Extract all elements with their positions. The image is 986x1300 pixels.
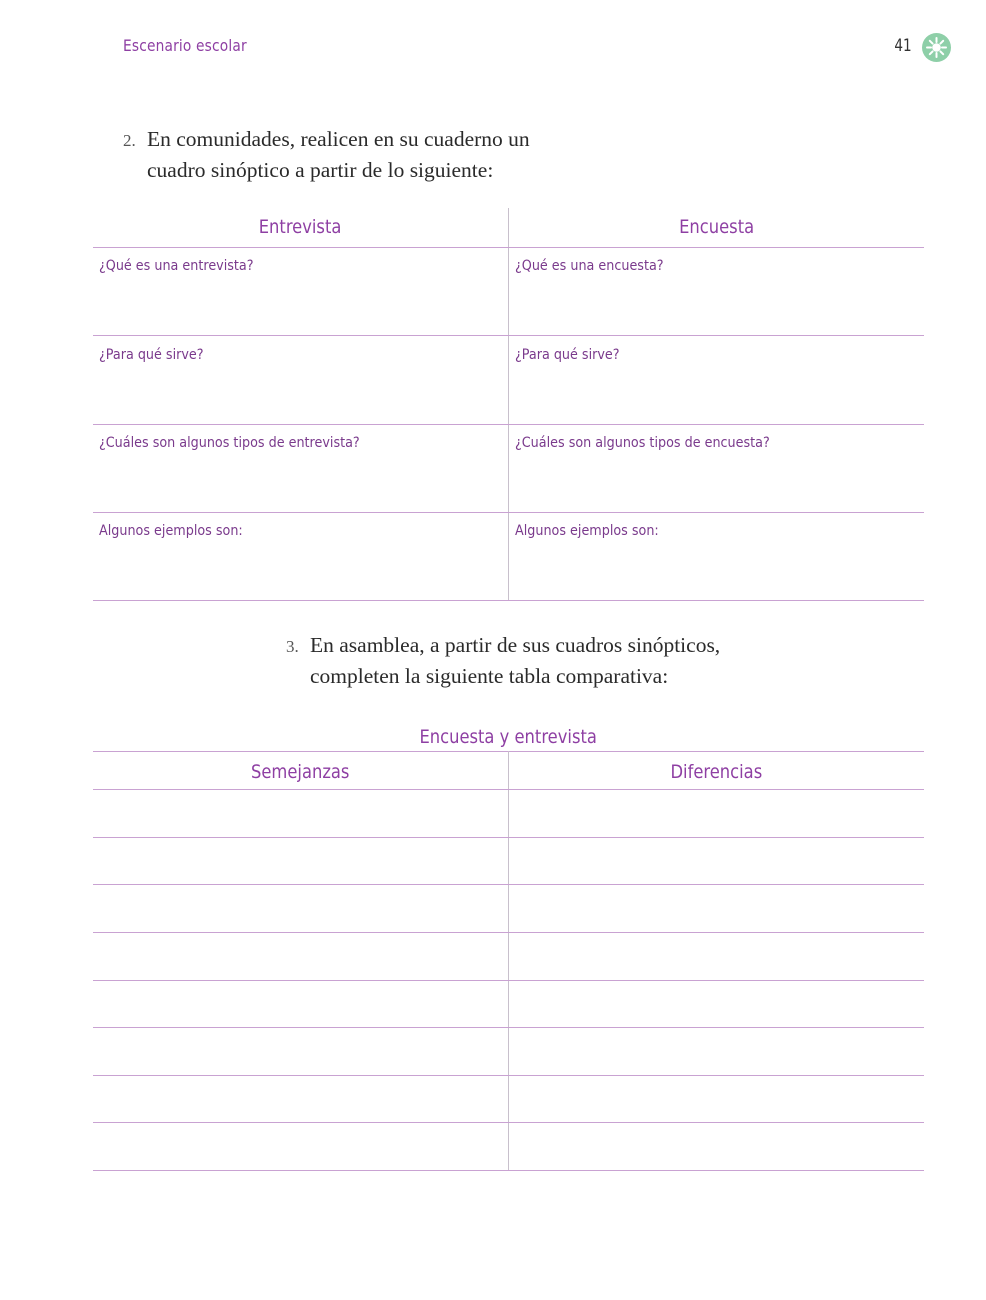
column-header-diferencias: Diferencias [670, 761, 763, 783]
prompt-cell: ¿Cuáles son algunos tipos de encuesta? [515, 435, 770, 451]
instruction-line: completen la siguiente tabla comparativa: [310, 664, 669, 688]
instruction-number: 2. [123, 131, 136, 150]
instruction-3 [286, 630, 721, 692]
writing-row-line [93, 1170, 924, 1171]
comparison-table-title: Encuesta y entrevista [419, 726, 598, 748]
column-header-entrevista: Entrevista [259, 216, 342, 238]
column-header-encuesta: Encuesta [678, 216, 755, 238]
prompt-cell: ¿Para qué sirve? [99, 347, 204, 363]
writing-row-line [93, 837, 924, 838]
prompt-cell: ¿Qué es una encuesta? [515, 258, 664, 274]
prompt-cell: Algunos ejemplos son: [99, 523, 243, 539]
table-rule [93, 512, 924, 513]
writing-row-line [93, 1122, 924, 1123]
prompt-cell: Algunos ejemplos son: [515, 523, 659, 539]
prompt-cell: ¿Cuáles son algunos tipos de entrevista? [99, 435, 360, 451]
table-rule [93, 424, 924, 425]
instruction-line: En comunidades, realicen en su cuaderno un [147, 127, 530, 151]
comparison-table [93, 722, 924, 1171]
table-rule [93, 789, 924, 790]
prompt-cell: ¿Qué es una entrevista? [99, 258, 254, 274]
instruction-number: 3. [286, 637, 299, 656]
prompt-cell: ¿Para qué sirve? [515, 347, 620, 363]
table-rule [93, 600, 924, 601]
page-number: 41 [894, 36, 912, 56]
column-header-semejanzas: Semejanzas [251, 761, 350, 783]
writing-row-line [93, 1075, 924, 1076]
sun-gear-icon [922, 33, 951, 62]
writing-row-line [93, 884, 924, 885]
table-rule [93, 335, 924, 336]
synoptic-table [93, 208, 924, 601]
instruction-line: En asamblea, a partir de sus cuadros sinópticos, [310, 633, 721, 657]
column-divider [508, 751, 509, 1170]
table-rule [93, 247, 924, 248]
section-badge [922, 33, 951, 62]
writing-row-line [93, 1027, 924, 1028]
instruction-line: cuadro sinóptico a partir de lo siguiente: [147, 158, 494, 182]
running-head: Escenario escolar [123, 36, 247, 55]
instruction-2 [123, 124, 530, 186]
writing-row-line [93, 932, 924, 933]
writing-row-line [93, 980, 924, 981]
column-divider [508, 208, 509, 601]
